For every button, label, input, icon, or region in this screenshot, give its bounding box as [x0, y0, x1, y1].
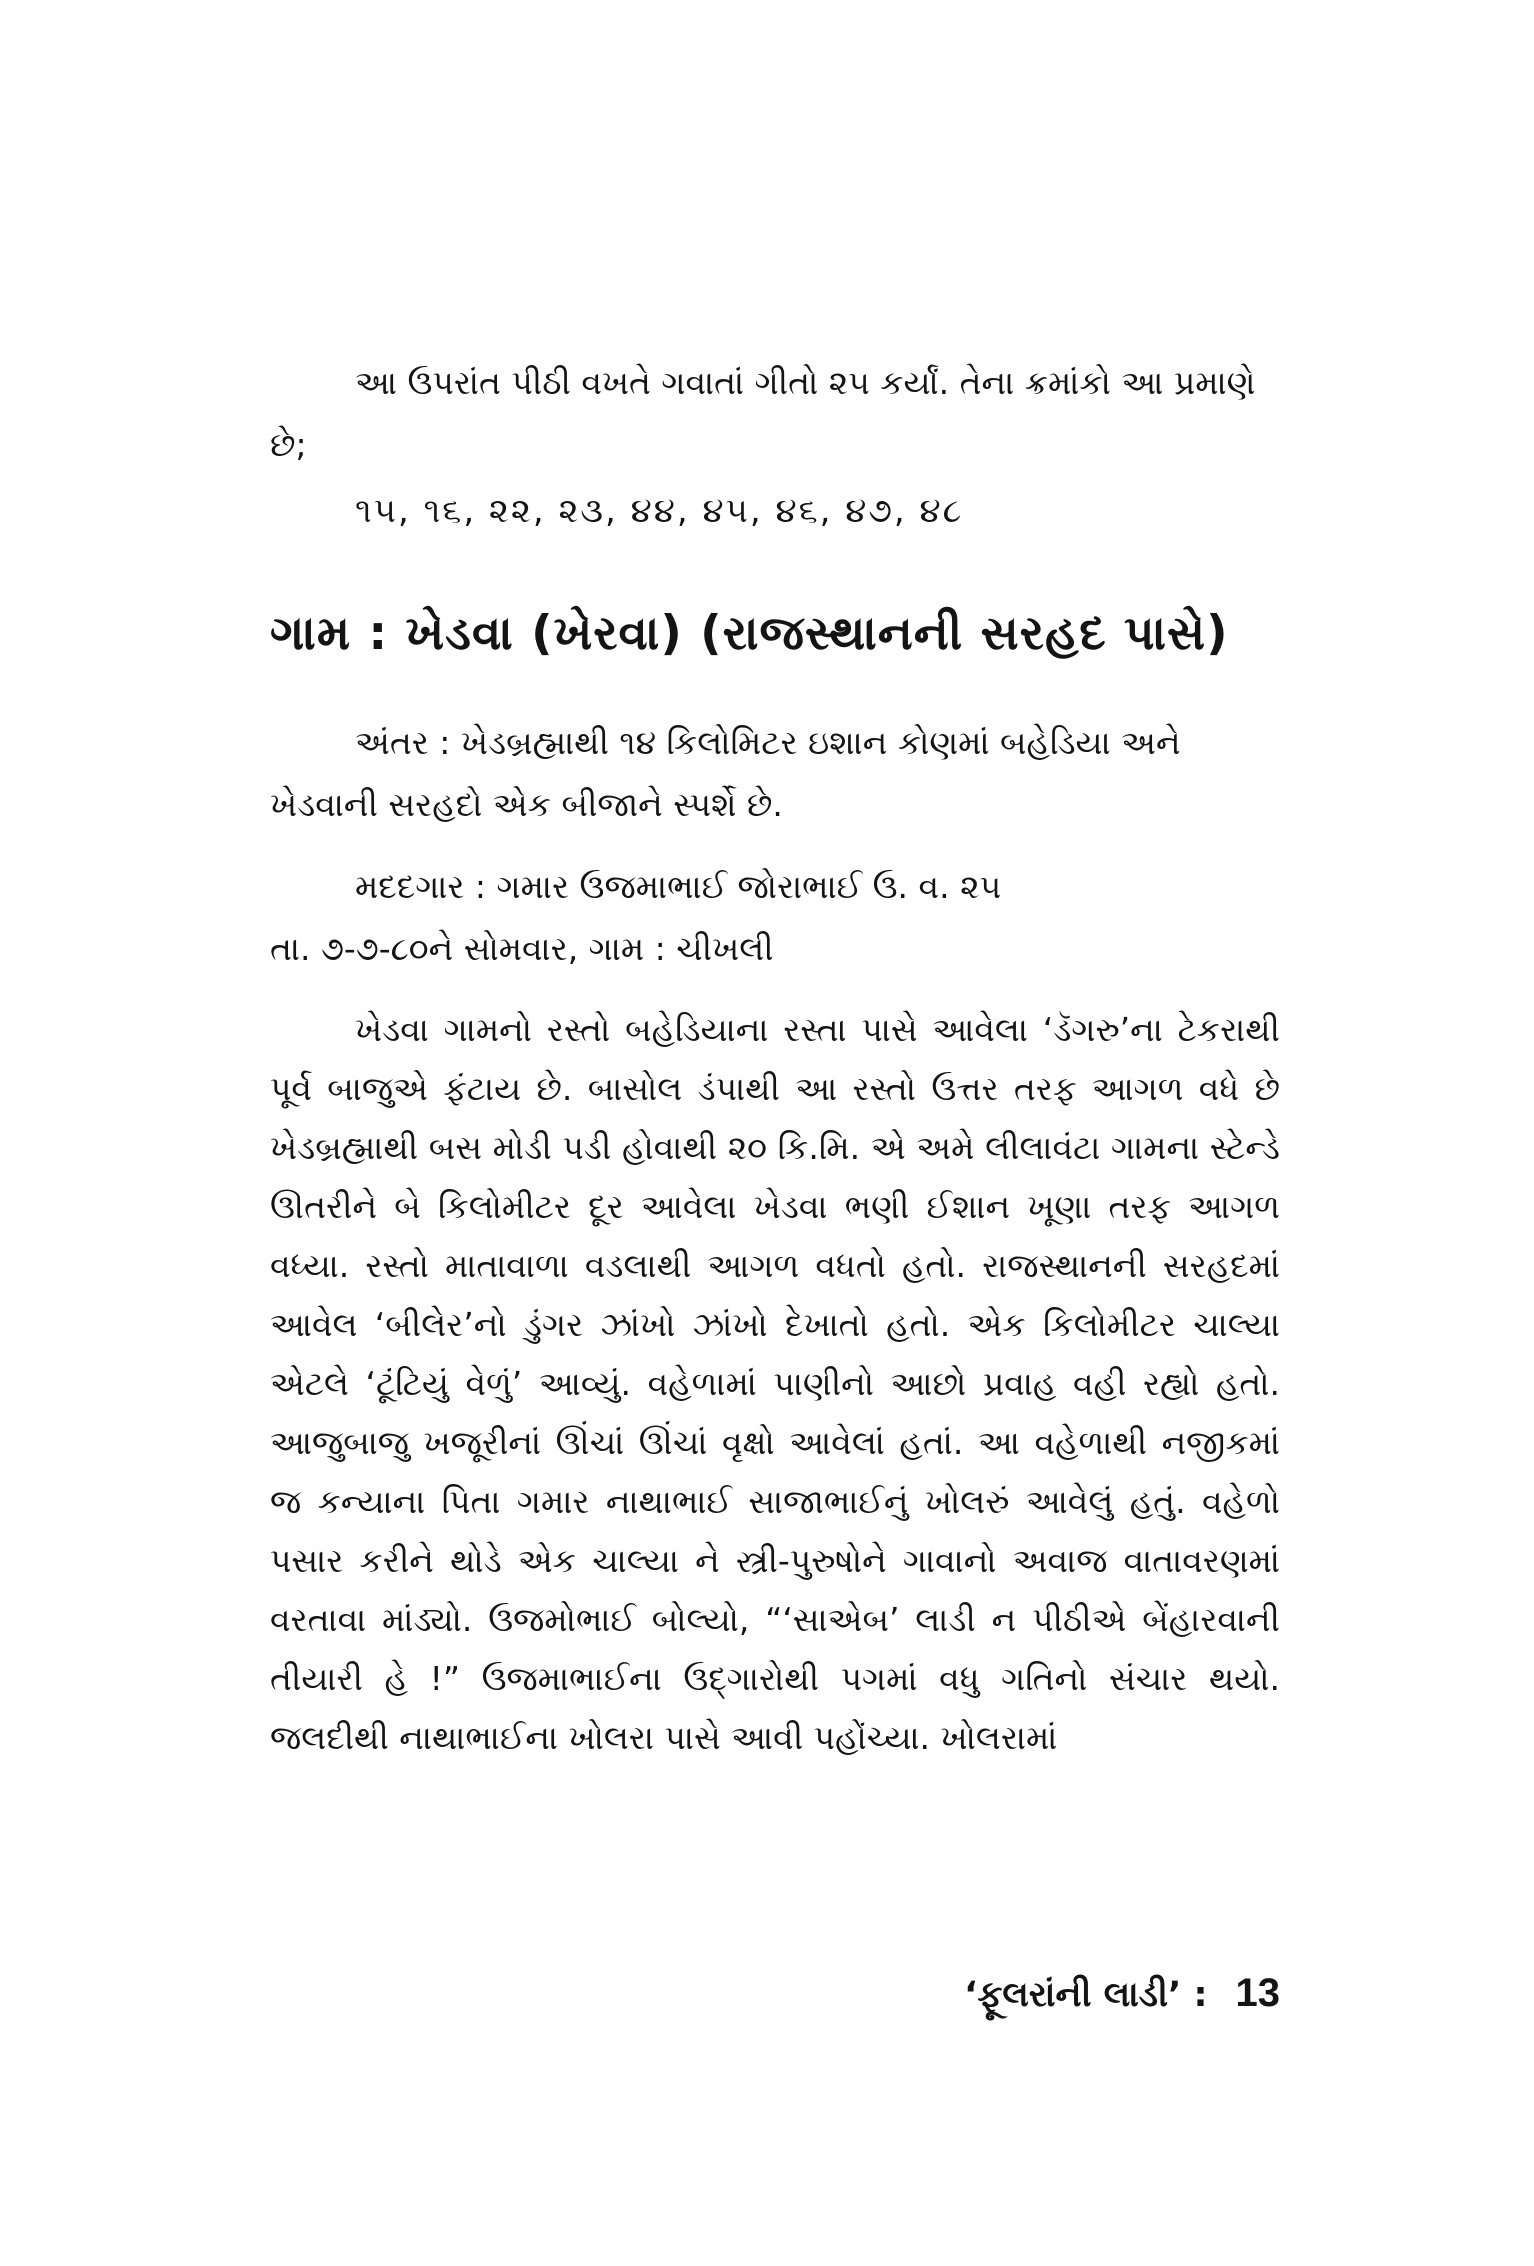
main-paragraph: ખેડવા ગામનો રસ્તો બહેડિયાના રસ્તા પાસે આવેલા ‘ડૅગરુ’ના ટેકરાથી પૂર્વ બાજુએ ફંટાય છે. બાસોલ ડંપાથી આ રસ્તો ઉત્તર તરફ આગળ વધે છે ખેડબ્રહ્માથી બસ મોડી પડી હોવાથી ૨૦ કિ.મિ. એ અમે લીલાવંટા ગામના સ્ટેન્ડે ઊતરીને બે કિલોમીટર દૂર આવેલા ખેડવા ભણી ઈશાન ખૂણા તરફ આગળ વધ્યા. રસ્તો માતાવાળા વડલાથી આગળ વધતો હતો. રાજસ્થાનની સરહદમાં આવેલ ‘બીલેર’નો ડુંગર ઝાંખો ઝાંખો દેખાતો હતો. એક કિલોમીટર ચાલ્યા એટલે ‘ટૂંટિયું વેળું’ આવ્યું. વહેળામાં પાણીનો આછો પ્રવાહ વહી રહ્યો હતો. આજુબાજુ ખજૂરીનાં ઊંચાં ઊંચાં વૃક્ષો આવેલાં હતાં. આ વહેળાથી નજીકમાં જ કન્યાના પિતા ગમાર નાથાભાઈ સાજાભાઈનું ખોલરું આવેલું હતું. વહેળો પસાર કરીને થોડે એક ચાલ્યા ને સ્ત્રી-પુરુષોને ગાવાનો અવાજ વાતાવરણમાં વરતાવા માંડ્યો. ઉજમોભાઈ બોલ્યો, “‘સાએબ’ લાડી ન પીઠીએ બેંહારવાની તીયારી હે !” ઉજમાભાઈના ઉદ્ગારોથી પગમાં વધુ ગતિનો સંચાર થયો. જલદીથી નાથાભાઈના ખોલરા પાસે આવી પહોંચ્યા. ખોલરામાં: [270, 1010, 1280, 1757]
intro-paragraph: આ ઉપરાંત પીઠી વખતે ગવાતાં ગીતો ૨૫ કર્યાં. તેના ક્રમાંકો આ પ્રમાણે છે;: [270, 363, 1256, 464]
song-number-list: ૧૫, ૧૬, ૨૨, ૨૩, ૪૪, ૪૫, ૪૬, ૪૭, ૪૮: [355, 491, 964, 531]
distance-paragraph: અંતર : ખેડબ્રહ્માથી ૧૪ કિલોમિટર ઇશાન કોણમાં બહેડિયા અને ખેડવાની સરહદો એક બીજાને સ્પર્શે છે.: [270, 723, 1181, 824]
helper-line: મદદગાર : ગમાર ઉજમાભાઈ જોરાભાઈ ઉ. વ. ૨૫: [355, 867, 1002, 906]
date-line: તા. ૭-૭-૮૦ને સોમવાર, ગામ : ચીખલી: [270, 929, 774, 968]
page-number: 13: [1235, 1971, 1280, 2015]
section-heading: ગામ : ખેડવા (ખેરવા) (રાજસ્થાનની સરહદ પાસે): [270, 606, 1229, 661]
book-title: ‘ફૂલરાંની લાડી’ :: [964, 1975, 1208, 2015]
informant-details: [270, 856, 1280, 980]
page-footer: [830, 1965, 1280, 2023]
